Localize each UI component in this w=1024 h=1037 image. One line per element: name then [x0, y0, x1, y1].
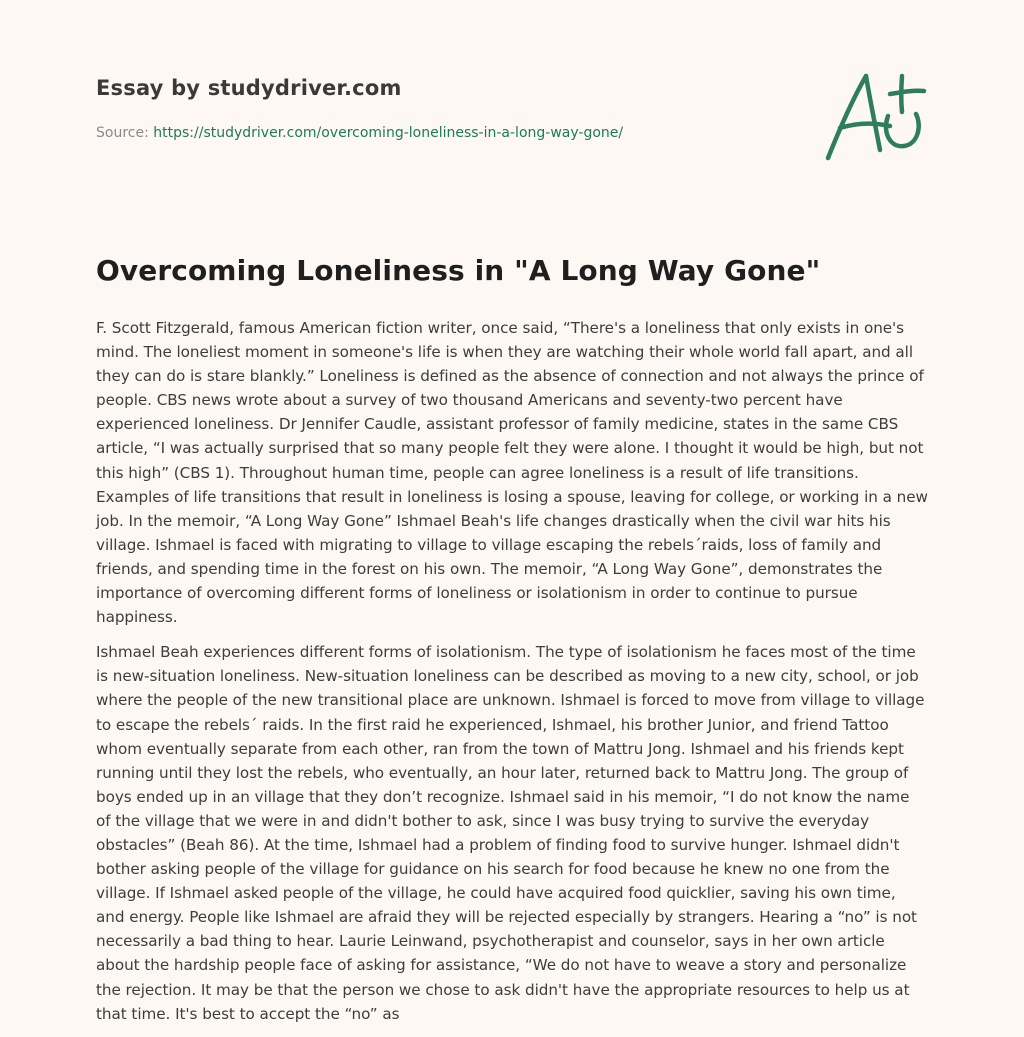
article-title: Overcoming Loneliness in "A Long Way Gone" — [96, 254, 821, 287]
site-brand: Essay by studydriver.com — [96, 76, 402, 100]
a-plus-logo-icon — [818, 66, 930, 166]
paragraph: F. Scott Fitzgerald, famous American fiction writer, once said, “There's a loneliness that only exists in one's mind. The loneliest moment in someone's life is when they are watching their whole world fall apart, and all they can do is stare blankly.” Loneliness is defined as the absence of connection and not always the prince of people. CBS news wrote about a survey of two thousand Americans and seventy-two percent have experienced loneliness. Dr Jennifer Caudle, assistant professor of family medicine, states in the same CBS article, “I was actually surprised that so many people felt they were alone. I thought it would be high, but not this high” (CBS 1). Throughout human time, people can agree loneliness is a result of life transitions. Examples of life transitions that result in loneliness is losing a spouse, leaving for college, or working in a new job. In the memoir, “A Long Way Gone” Ishmael Beah's life changes drastically when the civil war hits his village. Ishmael is faced with migrating to village to village escaping the rebels´raids, loss of family and friends, and spending time in the forest on his own. The memoir, “A Long Way Gone”, demonstrates the importance of overcoming different forms of loneliness or isolationism in order to continue to pursue happiness. — [96, 319, 928, 627]
source-line — [96, 125, 623, 141]
article-body — [96, 316, 928, 1037]
source-label: Source: — [96, 125, 149, 141]
source-link[interactable]: https://studydriver.com/overcoming-loneliness-in-a-long-way-gone/ — [153, 125, 624, 141]
paragraph: Ishmael Beah experiences different forms of isolationism. The type of isolationism he faces most of the time is new-situation loneliness. New-situation loneliness can be described as moving to a new city, school, or job where the people of the new transitional place are unknown. Ishmael is forced to move from village to village to escape the rebels´ raids. In the first raid he experienced, Ishmael, his brother Junior, and friend Tattoo whom eventually separate from each other, ran from the town of Mattru Jong. Ishmael and his friends kept running until they lost the rebels, who eventually, an hour later, returned back to Mattru Jong. The group of boys ended up in an village that they don’t recognize. Ishmael said in his memoir, “I do not know the name of the village that we were in and didn't bother to ask, since I was busy trying to survive the everyday obstacles” (Beah 86). At the time, Ishmael had a problem of finding food to survive hunger. Ishmael didn't bother asking people of the village for guidance on his search for food because he knew no one from the village. If Ishmael asked people of the village, he could have acquired food quicklier, saving his own time, and energy. People like Ishmael are afraid they will be rejected especially by strangers. Hearing a “no” is not necessarily a bad thing to hear. Laurie Leinwand, psychotherapist and counselor, says in her own article about the hardship people face of asking for assistance, “We do not have to weave a story and personalize the rejection. It may be that the person we chose to ask didn't have the appropriate resources to help us at that time. It's best to accept the “no” as — [96, 643, 925, 1023]
